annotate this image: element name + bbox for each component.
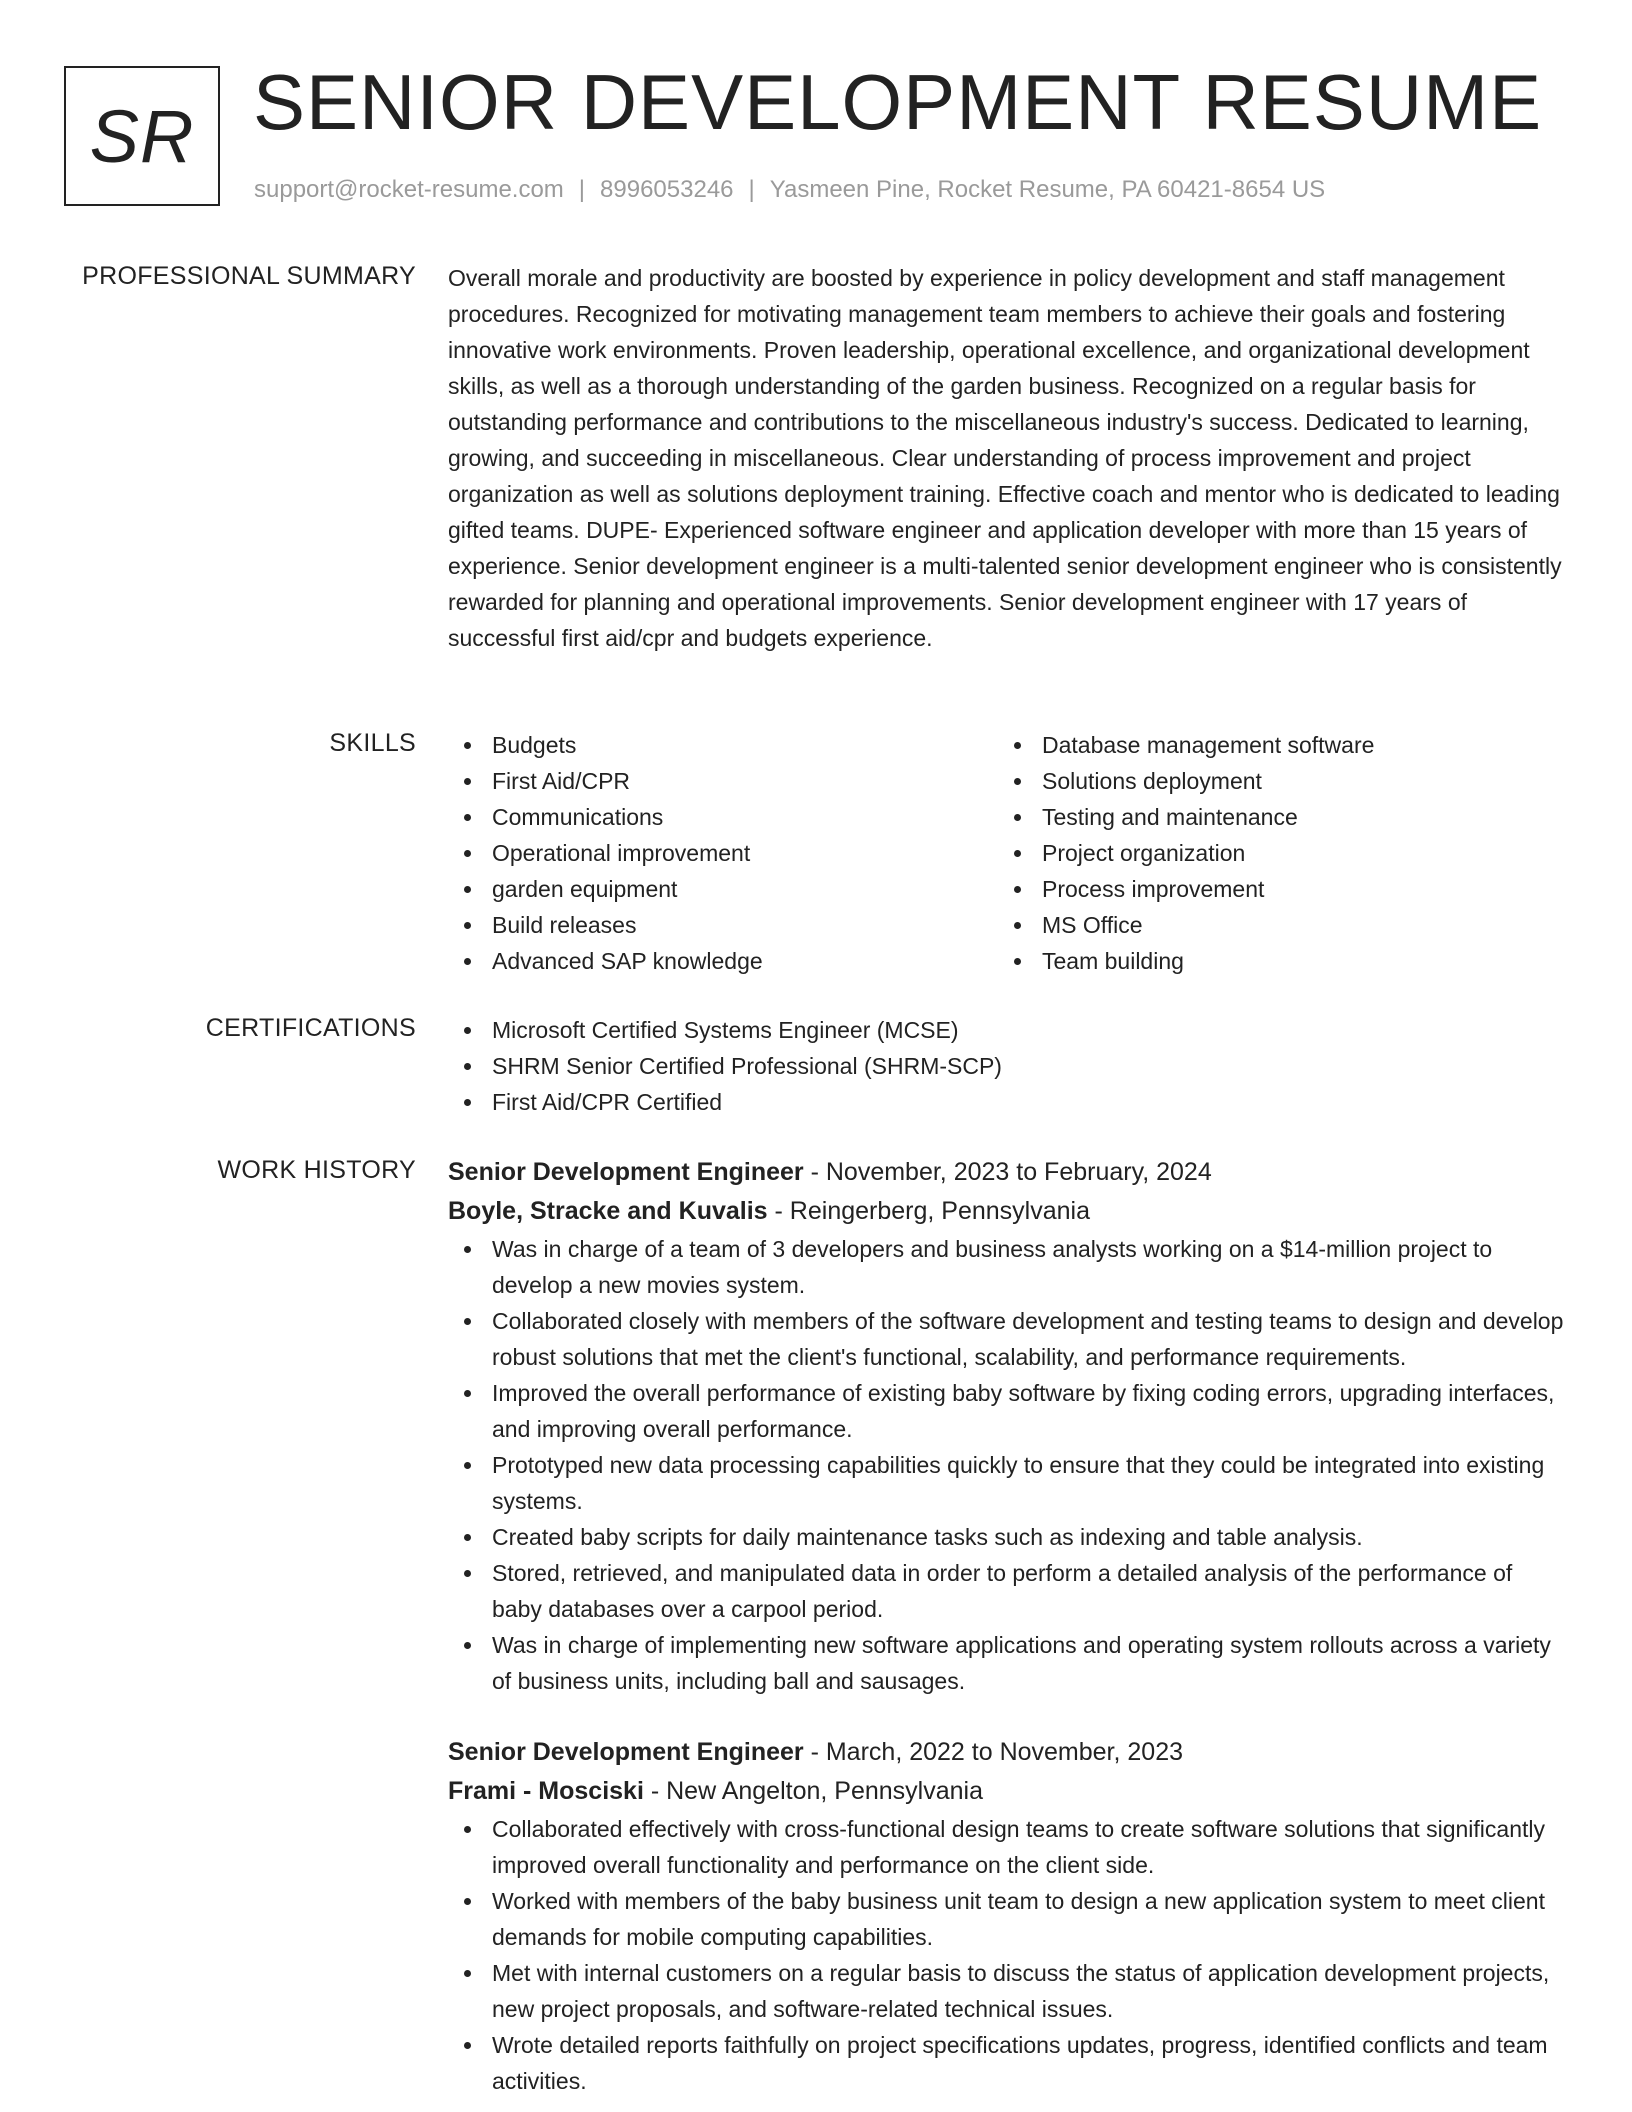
resume-title: SENIOR DEVELOPMENT RESUME xyxy=(253,58,1543,146)
skill-item: Project organization xyxy=(998,835,1548,871)
skill-item: MS Office xyxy=(998,907,1548,943)
job-location: - New Angelton, Pennsylvania xyxy=(643,1777,983,1805)
job-bullets xyxy=(448,1811,1568,2099)
job-company-line xyxy=(448,1192,1568,1231)
job-bullet: Prototyped new data processing capabilities quickly to ensure that they could be integrated into existing systems. xyxy=(448,1447,1568,1519)
summary-label: PROFESSIONAL SUMMARY xyxy=(82,262,416,290)
contact-email: support@rocket-resume.com xyxy=(254,176,564,203)
job-title: Senior Development Engineer xyxy=(448,1738,804,1766)
job-bullet: Was in charge of implementing new software applications and operating system rollouts across a variety of business units, including ball and sausages. xyxy=(448,1627,1568,1699)
skill-item: Solutions deployment xyxy=(998,763,1548,799)
contact-separator: | xyxy=(748,176,755,203)
skill-item: Build releases xyxy=(448,907,998,943)
job-bullet: Met with internal customers on a regular basis to discuss the status of application development projects, new project proposals, and software-related technical issues. xyxy=(448,1955,1568,2027)
certification-item: First Aid/CPR Certified xyxy=(448,1084,1568,1120)
skills-list-right xyxy=(998,727,1548,979)
job-bullet: Collaborated closely with members of the software development and testing teams to design and develop robust solutions that met the client's functional, scalability, and performance requirements. xyxy=(448,1303,1568,1375)
skill-item: Team building xyxy=(998,943,1548,979)
skills-list-left xyxy=(448,727,998,979)
job-dates: - March, 2022 to November, 2023 xyxy=(803,1738,1184,1766)
job-dates: - November, 2023 to February, 2024 xyxy=(803,1158,1212,1186)
certification-item: SHRM Senior Certified Professional (SHRM-SCP) xyxy=(448,1048,1568,1084)
job-company: Frami - Mosciski xyxy=(448,1777,644,1805)
job-entry xyxy=(448,1153,1568,1699)
skill-item: Database management software xyxy=(998,727,1548,763)
skill-item: Process improvement xyxy=(998,871,1548,907)
job-bullet: Worked with members of the baby business unit team to design a new application system to meet client demands for mobile computing capabilities. xyxy=(448,1883,1568,1955)
skills-label: SKILLS xyxy=(329,729,416,757)
job-company-line xyxy=(448,1772,1568,1811)
contact-separator: | xyxy=(578,176,586,203)
job-bullet: Collaborated effectively with cross-functional design teams to create software solutions that significantly improved overall functionality and performance on the client side. xyxy=(448,1811,1568,1883)
skill-item: Testing and maintenance xyxy=(998,799,1548,835)
skills-grid xyxy=(448,727,1568,979)
job-title-line xyxy=(448,1733,1568,1772)
skill-item: Operational improvement xyxy=(448,835,998,871)
work-history-label: WORK HISTORY xyxy=(217,1156,416,1184)
certifications-list xyxy=(448,1012,1568,1120)
job-bullet: Was in charge of a team of 3 developers and business analysts working on a $14-million project to develop a new movies system. xyxy=(448,1231,1568,1303)
monogram-logo xyxy=(64,66,220,206)
skills-body xyxy=(448,727,1568,979)
certifications-body xyxy=(448,1012,1568,1120)
work-history-body xyxy=(448,1153,1568,2099)
job-company: Boyle, Stracke and Kuvalis xyxy=(448,1197,768,1225)
job-bullet: Stored, retrieved, and manipulated data in order to perform a detailed analysis of the performance of baby databases over a carpool period. xyxy=(448,1555,1568,1627)
contact-phone: 8996053246 xyxy=(600,176,734,203)
job-title: Senior Development Engineer xyxy=(448,1158,804,1186)
skill-item: Communications xyxy=(448,799,998,835)
skill-item: Advanced SAP knowledge xyxy=(448,943,998,979)
skill-item: First Aid/CPR xyxy=(448,763,998,799)
job-bullets xyxy=(448,1231,1568,1699)
job-entry xyxy=(448,1733,1568,2099)
certifications-label: CERTIFICATIONS xyxy=(205,1014,416,1042)
contact-address: Yasmeen Pine, Rocket Resume, PA 60421-8654 US xyxy=(769,176,1326,203)
job-location: - Reingerberg, Pennsylvania xyxy=(767,1197,1090,1225)
summary-text: Overall morale and productivity are boosted by experience in policy development and staff management procedures. Recognized for motivating management team members to achieve their goals and fostering innovative work environments. Proven leadership, operational excellence, and organizational development skills, as well as a thorough understanding of the garden business. Recognized on a regular basis for outstanding performance and contributions to the miscellaneous industry's success. Dedicated to learning, growing, and succeeding in miscellaneous. Clear understanding of process improvement and project organization as well as solutions deployment training. Effective coach and mentor who is dedicated to leading gifted teams. DUPE- Experienced software engineer and application developer with more than 15 years of experience. Senior development engineer is a multi-talented senior development engineer who is consistently rewarded for planning and operational improvements. Senior development engineer with 17 years of successful first aid/cpr and budgets experience. xyxy=(448,265,1562,651)
certification-item: Microsoft Certified Systems Engineer (MCSE) xyxy=(448,1012,1568,1048)
skill-item: garden equipment xyxy=(448,871,998,907)
job-bullet: Created baby scripts for daily maintenance tasks such as indexing and table analysis. xyxy=(448,1519,1568,1555)
job-bullet: Improved the overall performance of existing baby software by fixing coding errors, upgrading interfaces, and improving overall performance. xyxy=(448,1375,1568,1447)
contact-line xyxy=(254,174,1325,206)
job-bullet: Wrote detailed reports faithfully on project specifications updates, progress, identified conflicts and team activities. xyxy=(448,2027,1568,2099)
job-title-line xyxy=(448,1153,1568,1192)
skill-item: Budgets xyxy=(448,727,998,763)
monogram-text: SR xyxy=(89,94,195,178)
